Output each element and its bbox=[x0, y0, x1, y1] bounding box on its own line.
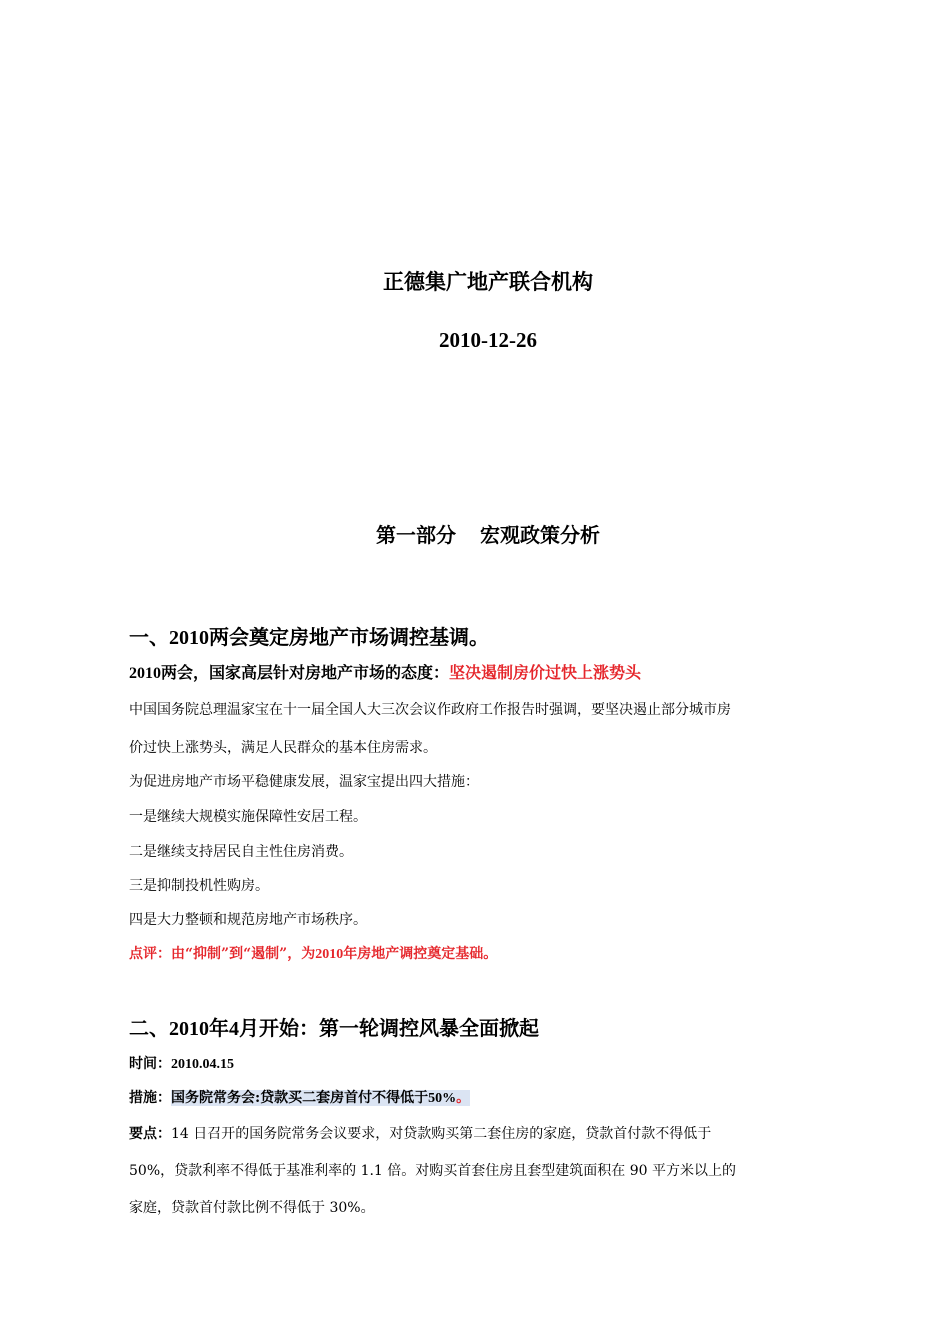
section1-comment: 点评：由“抑制”到“遏制”，为2010年房地产调控奠定基础。 bbox=[129, 946, 498, 962]
section2-heading: 二、2010年4月开始：第一轮调控风暴全面掀起 bbox=[129, 1016, 539, 1040]
report-date: 2010-12-26 bbox=[439, 328, 537, 352]
paragraph-line: 中国国务院总理温家宝在十一届全国人大三次会议作政府工作报告时强调，要坚决遏止部分城市房 bbox=[129, 702, 731, 718]
organization-name: 正德集广地产联合机构 bbox=[383, 269, 593, 294]
measure-line: 措施：国务院常务会:贷款买二套房首付不得低于50%。 bbox=[129, 1090, 471, 1106]
key-stance: 坚决遏制房价过快上涨势头 bbox=[449, 663, 642, 682]
section1-subheading: 2010两会，国家高层针对房地产市场的态度：坚决遏制房价过快上涨势头 bbox=[129, 663, 642, 682]
time-line: 时间：2010.04.15 bbox=[129, 1056, 234, 1072]
measure-item: 一是继续大规模实施保障性安居工程。 bbox=[129, 809, 367, 825]
measure-item: 三是抑制投机性购房。 bbox=[129, 878, 269, 894]
paragraph-line: 价过快上涨势头，满足人民群众的基本住房需求。 bbox=[129, 740, 437, 756]
measure-item: 二是继续支持居民自主性住房消费。 bbox=[129, 844, 353, 860]
part-name: 宏观政策分析 bbox=[480, 523, 600, 547]
section1-heading: 一、2010两会奠定房地产市场调控基调。 bbox=[129, 625, 489, 649]
part-number: 第一部分 bbox=[376, 523, 456, 547]
paragraph-line: 为促进房地产市场平稳健康发展，温家宝提出四大措施： bbox=[129, 774, 479, 790]
paragraph-line: 50%，贷款利率不得低于基准利率的 1.1 倍。对购买首套住房且套型建筑面积在 90 平方米以上的 bbox=[129, 1163, 736, 1179]
paragraph-line: 家庭，贷款首付款比例不得低于 30%。 bbox=[129, 1200, 375, 1216]
part-title bbox=[0, 519, 950, 548]
measure-item: 四是大力整顿和规范房地产市场秩序。 bbox=[129, 912, 367, 928]
key-points-line: 要点：14 日召开的国务院常务会议要求，对贷款购买第二套住房的家庭，贷款首付款不得低于 bbox=[129, 1126, 712, 1142]
